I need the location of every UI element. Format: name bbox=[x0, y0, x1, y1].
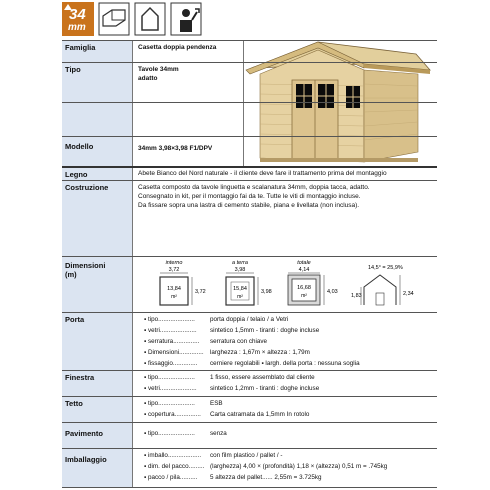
famiglia-value: Casetta doppia pendenza bbox=[138, 44, 217, 51]
row-finestra bbox=[62, 370, 437, 396]
diy-assembly-icon bbox=[170, 2, 202, 36]
famiglia-label: Famiglia bbox=[62, 41, 133, 62]
row-porta bbox=[62, 312, 437, 370]
legno-value: Abete Bianco del Nord naturale - il cliente deve fare il trattamento prima del montaggio bbox=[138, 170, 387, 177]
thickness-number: 34 bbox=[69, 6, 86, 23]
tipo-label: Tipo bbox=[62, 63, 133, 102]
interno-area: 13,84 bbox=[167, 286, 181, 292]
row-legno bbox=[62, 166, 437, 180]
porta-item: ▪ Dimensioni.............. larghezza : 1,67m × altezza : 1,79m bbox=[144, 349, 310, 356]
tipo-value-1: Tavole 34mm bbox=[138, 66, 179, 73]
porta-item: ▪ fissaggio.............. cerniere regolabili ▪ largh. della porta : nessuna soglia bbox=[144, 360, 360, 367]
dimensioni-unit: (m) bbox=[65, 270, 77, 279]
dimensioni-label: Dimensioni bbox=[65, 261, 106, 270]
imballaggio-item: ▪ dim. del pacco......... (larghezza) 4,00 × (profondità) 1,18 × (altezza) 0,51 m = .745kg bbox=[144, 463, 388, 470]
finestra-label: Finestra bbox=[62, 371, 133, 396]
tipo-value-2: adatto bbox=[138, 74, 158, 82]
profile-ridge: 2,34 bbox=[403, 291, 414, 297]
porta-label: Porta bbox=[62, 313, 133, 370]
tetto-item: ▪ tipo..................... ESB bbox=[144, 400, 223, 407]
porta-item: ▪ serratura............... serratura con chiave bbox=[144, 338, 268, 345]
pavimento-item: ▪ tipo..................... senza bbox=[144, 430, 227, 437]
row-famiglia bbox=[62, 40, 437, 62]
legno-label: Legno bbox=[62, 168, 133, 180]
row-costruzione bbox=[62, 180, 437, 256]
tongue-groove-icon bbox=[98, 2, 130, 36]
totale-m2: m² bbox=[301, 293, 307, 299]
profile-slope: 14,5° = 25,9% bbox=[368, 265, 403, 271]
dimensions-diagram bbox=[136, 257, 436, 311]
row-modello bbox=[62, 136, 437, 166]
costruzione-line: Consegnato in kit, per il montaggio fai da te. Tutte le viti di montaggio incluse. bbox=[138, 192, 361, 200]
thickness-unit: mm bbox=[68, 22, 86, 33]
imballaggio-label: Imballaggio bbox=[62, 449, 133, 487]
row-imballaggio bbox=[62, 448, 437, 488]
profile-side: 1,83 bbox=[351, 293, 362, 299]
totale-height: 4,03 bbox=[327, 289, 338, 295]
costruzione-label: Costruzione bbox=[62, 181, 133, 256]
imballaggio-item: ▪ imballo................... con film plastico / pallet / - bbox=[144, 452, 283, 459]
tetto-item: ▪ copertura............... Carta catramata da 1,5mm In rotolo bbox=[144, 411, 310, 418]
row-tipo bbox=[62, 62, 437, 102]
finestra-item: ▪ tipo..................... 1 fisso, essere assemblato dal cliente bbox=[144, 374, 315, 381]
aterra-m2: m² bbox=[237, 294, 243, 300]
porta-item: ▪ vetri..................... sintetico 1,5mm - tiranti : doghe incluse bbox=[144, 327, 320, 334]
modello-label: Modello bbox=[62, 137, 133, 166]
tetto-label: Tetto bbox=[62, 397, 133, 422]
costruzione-line: Casetta composto da tavole linguetta e scalanatura 34mm, doppia tacca, adatto. bbox=[138, 184, 370, 191]
aterra-width: 3,98 bbox=[234, 267, 246, 273]
row-pavimento bbox=[62, 422, 437, 448]
interno-width: 3,72 bbox=[168, 267, 180, 273]
imballaggio-item: ▪ pacco / pila.......... 5 altezza del pallet...... 2,55m = 3.725kg bbox=[144, 474, 322, 481]
aterra-height: 3,98 bbox=[261, 289, 272, 295]
house-shape-icon bbox=[134, 2, 166, 36]
totale-area: 16,68 bbox=[297, 285, 311, 291]
aterra-title: a terra bbox=[232, 260, 248, 266]
aterra-area: 15,84 bbox=[233, 286, 247, 292]
row-empty-1 bbox=[62, 102, 437, 136]
totale-width: 4,14 bbox=[298, 267, 310, 273]
interno-m2: m² bbox=[171, 294, 177, 300]
modello-value: 34mm 3,98×3,98 F1/DPV bbox=[138, 145, 213, 152]
row-tetto bbox=[62, 396, 437, 422]
costruzione-line: Da fissare sopra una lastra di cemento stabile, piana e livellata (non inclusa). bbox=[138, 201, 360, 209]
product-sheet bbox=[62, 0, 437, 490]
interno-height: 3,72 bbox=[195, 289, 206, 295]
finestra-item: ▪ vetri..................... sintetico 1,2mm - tiranti : doghe incluse bbox=[144, 385, 320, 392]
feature-icons bbox=[62, 2, 437, 38]
pavimento-label: Pavimento bbox=[62, 423, 133, 448]
thickness-icon bbox=[62, 2, 94, 36]
totale-title: totale bbox=[297, 260, 311, 266]
porta-item: ▪ tipo..................... porta doppia / telaio / a Vetri bbox=[144, 316, 289, 323]
interno-title: interno bbox=[165, 260, 183, 266]
row-dimensioni bbox=[62, 256, 437, 312]
